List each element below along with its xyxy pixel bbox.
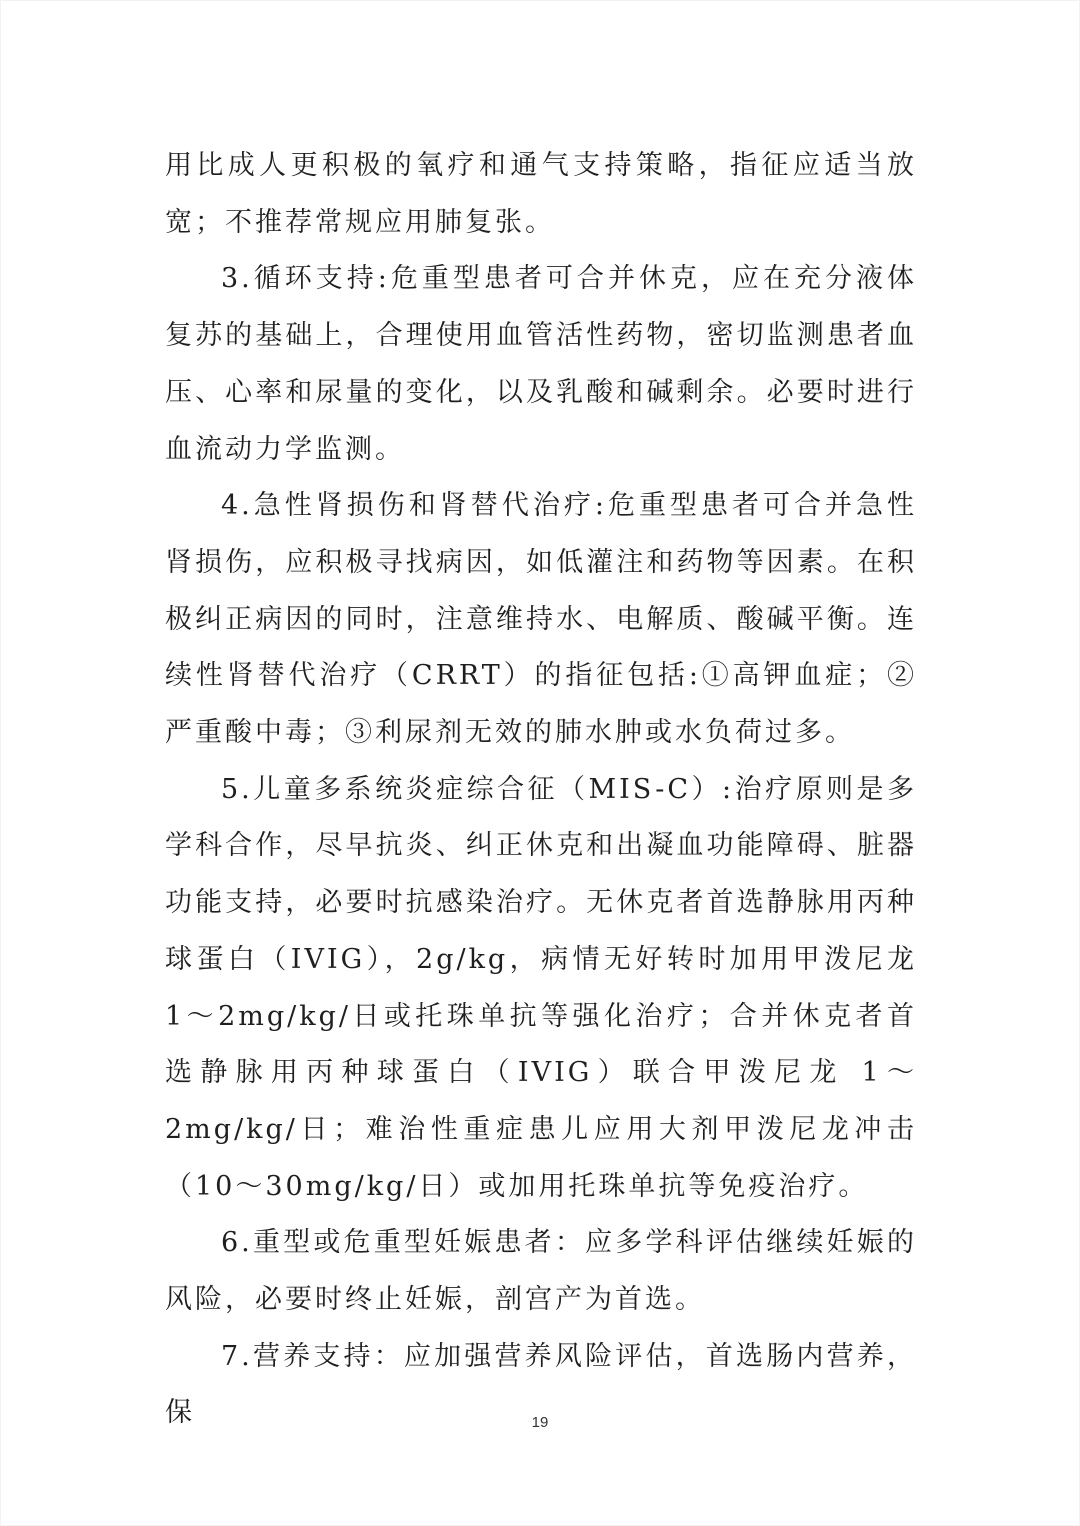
paragraph-oxygen-therapy: 用比成人更积极的氧疗和通气支持策略，指征应适当放宽；不推荐常规应用肺复张。 <box>165 150 917 238</box>
page-number: 19 <box>531 1414 549 1431</box>
paragraph-mis-c: 5.儿童多系统炎症综合征（MIS-C）:治疗原则是多学科合作，尽早抗炎、纠正休克和出凝血功能障碍、脏器功能支持，必要时抗感染治疗。无休克者首选静脉用丙种球蛋白（IVIG），2g/kg，病情无好转时加用甲泼尼龙 1～2mg/kg/日或托珠单抗等强化治疗；合并休克者首选静脉用丙种球蛋白（IVIG）联合甲泼尼龙 1～2mg/kg/日；难治性重症患儿应用大剂甲泼尼龙冲击（10～30mg/kg/日）或加用托珠单抗等免疫治疗。 <box>165 773 917 1202</box>
paragraph-nutrition: 7.营养支持：应加强营养风险评估，首选肠内营养，保 <box>165 1340 917 1429</box>
body-text <box>165 138 917 1442</box>
paragraph-kidney-replacement: 4.急性肾损伤和肾替代治疗:危重型患者可合并急性肾损伤，应积极寻找病因，如低灌注和药物等因素。在积极纠正病因的同时，注意维持水、电解质、酸碱平衡。连续性肾替代治疗（CRRT）的指征包括:①高钾血症；②严重酸中毒；③利尿剂无效的肺水肿或水负荷过多。 <box>165 490 917 749</box>
paragraph-pregnancy: 6.重型或危重型妊娠患者：应多学科评估继续妊娠的风险，必要时终止妊娠，剖宫产为首选。 <box>165 1227 917 1316</box>
paragraph-circulatory-support: 3.循环支持:危重型患者可合并休克，应在充分液体复苏的基础上，合理使用血管活性药物，密切监测患者血压、心率和尿量的变化，以及乳酸和碱剩余。必要时进行血流动力学监测。 <box>165 263 917 465</box>
